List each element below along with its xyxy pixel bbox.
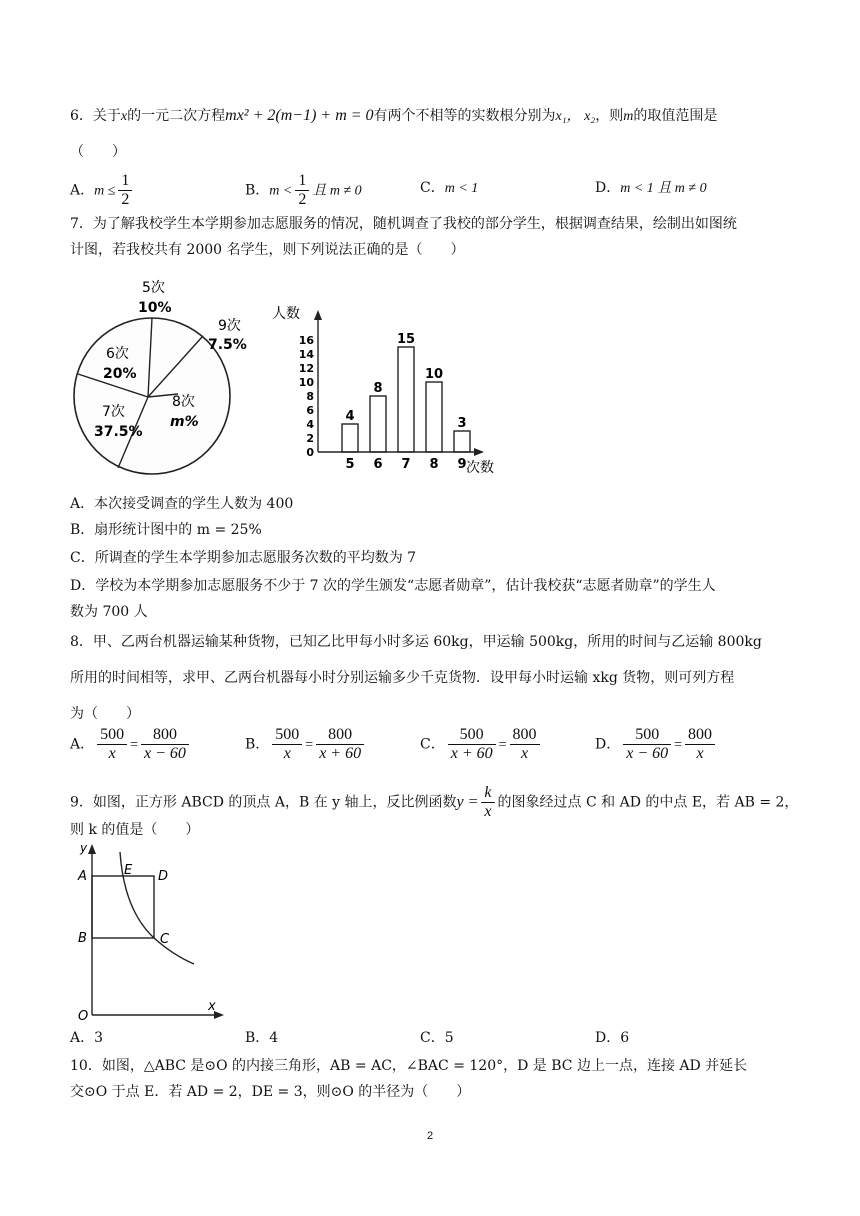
fraction xyxy=(295,172,309,209)
q8-option-b[interactable]: B． $\frac{500}{x}$ = $\frac{800}{x + 60}$ xyxy=(245,726,367,763)
option-label: A． xyxy=(70,182,95,199)
denominator: x − 60 xyxy=(144,745,186,762)
denominator: x xyxy=(283,745,291,762)
q10-line2: 交⊙O 于点 E．若 AD = 2，DE = 3，则⊙O 的半径为（ ） xyxy=(70,1084,471,1100)
pie-label-8-times: 8次 xyxy=(172,394,195,410)
denominator: 2 xyxy=(298,191,307,208)
bars xyxy=(342,332,470,452)
q6-tail: 的取值范围是 xyxy=(633,108,718,124)
label-x: x xyxy=(208,999,216,1014)
pie-label-6-pct: 20% xyxy=(103,366,137,382)
q8-option-d[interactable]: D． $\frac{500}{x - 60}$ = $\frac{800}{x}$ xyxy=(595,726,718,763)
bar-value-label: 8 xyxy=(373,381,383,396)
q6-var-m: m xyxy=(623,109,634,124)
pie-label-9-pct: 7.5% xyxy=(208,337,247,353)
bar-chart-xlabel: 次数 xyxy=(466,460,494,476)
option-label: C． xyxy=(420,736,445,753)
q7-option-b[interactable]: B．扇形统计图中的 m = 25% xyxy=(70,522,262,538)
q9-fraction xyxy=(481,784,494,821)
q9-option-a[interactable]: A．3 xyxy=(70,1030,104,1046)
q7-option-a[interactable]: A．本次接受调查的学生人数为 400 xyxy=(70,496,294,512)
label-o: O xyxy=(78,1009,89,1024)
numerator: 800 xyxy=(685,726,715,745)
numerator: 800 xyxy=(316,726,364,745)
q7-option-d-line2: 数为 700 人 xyxy=(70,604,148,620)
fraction-right xyxy=(141,726,189,763)
fraction-right xyxy=(510,726,540,763)
pie-label-6-times: 6次 xyxy=(106,346,129,362)
pie-label-8-pct: m% xyxy=(170,414,199,430)
option-label: D． xyxy=(595,180,621,196)
y-tick-label: 12 xyxy=(298,362,314,375)
fraction-left xyxy=(623,726,671,763)
q9-option-b[interactable]: B．4 xyxy=(245,1030,279,1046)
q9-func: y = xyxy=(456,793,479,811)
q6-d-math: m < 1 且 m ≠ 0 xyxy=(620,181,707,196)
pie-label-9-times: 9次 xyxy=(218,318,241,334)
q9-line2: 则 k 的值是（ ） xyxy=(70,822,200,838)
pie-label-5-pct: 10% xyxy=(138,300,172,316)
q6-c-math: m < 1 xyxy=(444,181,479,196)
q7-line2: 计图，若我校共有 2000 名学生，则下列说法正确的是（ ） xyxy=(70,242,465,258)
q9-option-c[interactable]: C．5 xyxy=(420,1030,454,1046)
x-tick-label: 5 xyxy=(345,457,355,472)
q8-line3: 为（ ） xyxy=(70,706,140,722)
bar-6 xyxy=(370,396,386,452)
label-d: D xyxy=(158,869,169,884)
q6-prefix: 6．关于 xyxy=(70,108,121,124)
q6-option-d[interactable] xyxy=(595,178,707,199)
y-tick-label: 8 xyxy=(306,390,314,403)
y-axis-arrow xyxy=(314,310,322,320)
denominator: x − 60 xyxy=(626,745,669,762)
y-tick-labels xyxy=(299,334,315,459)
x-tick-label: 8 xyxy=(429,457,439,472)
q6-stem xyxy=(70,106,717,127)
denominator: x xyxy=(108,745,116,762)
bar-chart xyxy=(268,300,508,480)
y-tick-label: 6 xyxy=(306,404,314,417)
y-tick-label: 4 xyxy=(306,418,314,431)
bar-5 xyxy=(342,424,358,452)
fraction xyxy=(118,172,132,209)
numerator: k xyxy=(481,784,494,803)
y-tick-label: 14 xyxy=(298,348,314,361)
x-tick-label: 6 xyxy=(373,457,383,472)
denominator: x xyxy=(484,803,492,820)
bar-value-label: 10 xyxy=(424,367,444,382)
numerator: 1 xyxy=(118,172,132,191)
pie-label-5-times: 5次 xyxy=(142,280,165,296)
y-tick-label: 16 xyxy=(298,334,314,347)
numerator: 500 xyxy=(623,726,671,745)
q10-line1: 10．如图，△ABC 是⊙O 的内接三角形，AB = AC，∠BAC = 120°，D 是 BC 边上一点，连接 AD 并延长 xyxy=(70,1058,748,1074)
label-c: C xyxy=(160,932,170,947)
q6-mid3: ，则 xyxy=(595,108,624,124)
q9-prefix: 9．如图，正方形 ABCD 的顶点 A，B 在 y 轴上，反比例函数 xyxy=(70,794,457,811)
q6-equation: mx² + 2(m−1) + m = 0 xyxy=(225,107,374,124)
denominator: 2 xyxy=(121,191,130,208)
q8-line2: 所用的时间相等，求甲、乙两台机器每小时分别运输多少千克货物．设甲每小时运输 xkg 货物，则可列方程 xyxy=(70,670,735,686)
fraction-left xyxy=(272,726,302,763)
x-tick-label: 7 xyxy=(401,457,411,472)
denominator: x + 60 xyxy=(450,745,493,762)
numerator: 1 xyxy=(295,172,309,191)
q9-suffix: 的图象经过点 C 和 AD 的中点 E，若 AB = 2， xyxy=(497,794,799,811)
numerator: 800 xyxy=(141,726,189,745)
y-tick-label: 2 xyxy=(306,432,314,445)
numerator: 800 xyxy=(510,726,540,745)
q6-mid2: 有两个不相等的实数根分别为 xyxy=(373,108,556,124)
q7-option-d-line1[interactable]: D．学校为本学期参加志愿服务不少于 7 次的学生颁发“志愿者勋章”，估计我校获“志愿者勋章”的学生人 xyxy=(70,578,716,594)
numerator: 500 xyxy=(97,726,127,745)
q6-a-math: m ≤ xyxy=(94,183,116,199)
q8-option-a[interactable]: A． $\frac{500}{x}$ = $\frac{800}{x - 60}$ xyxy=(70,726,192,763)
bar-value-label: 15 xyxy=(396,332,416,347)
q8-line1: 8．甲、乙两台机器运输某种货物，已知乙比甲每小时多运 60kg，甲运输 500kg，所用的时间与乙运输 800kg xyxy=(70,634,762,650)
q6-b-math: m < xyxy=(269,183,293,199)
option-label: B． xyxy=(245,736,270,753)
x-axis-arrow xyxy=(474,448,484,456)
label-b: B xyxy=(78,931,87,946)
denominator: x xyxy=(696,745,704,762)
y-tick-label: 10 xyxy=(298,376,314,389)
bar-8 xyxy=(426,382,442,452)
bar-value-label: 4 xyxy=(345,409,355,424)
bar-value-label: 3 xyxy=(457,416,467,431)
numerator: 500 xyxy=(448,726,496,745)
bar-chart-ylabel: 人数 xyxy=(272,306,300,322)
y-tick-label: 0 xyxy=(306,446,314,459)
pie-label-7-times: 7次 xyxy=(102,404,125,420)
label-y: y xyxy=(80,841,88,855)
x-tick-labels xyxy=(345,457,466,472)
option-label: A． xyxy=(70,736,95,753)
q6-mid1: 的一元二次方程 xyxy=(127,108,226,124)
q7-line1: 7．为了解我校学生本学期参加志愿服务的情况，随机调查了我校的部分学生，根据调查结果，绘制出如图统 xyxy=(70,216,737,232)
y-axis-arrow xyxy=(88,844,96,854)
x-tick-label: 9 xyxy=(457,457,467,472)
q6-b-tail: 且 m ≠ 0 xyxy=(312,183,362,199)
option-label: C． xyxy=(420,180,445,196)
q8-option-c[interactable]: C． $\frac{500}{x + 60}$ = $\frac{800}{x}$ xyxy=(420,726,543,763)
page-number: 2 xyxy=(426,1130,434,1142)
label-e: E xyxy=(124,863,133,878)
q6-option-a[interactable] xyxy=(70,172,135,209)
q6-option-c[interactable] xyxy=(420,178,478,199)
fraction-right xyxy=(316,726,364,763)
bar-9 xyxy=(454,431,470,452)
option-label: D． xyxy=(595,736,621,753)
numerator: 500 xyxy=(272,726,302,745)
denominator: x + 60 xyxy=(319,745,362,762)
q9-stem xyxy=(70,784,798,821)
q6-var-x: x xyxy=(120,109,128,124)
q9-figure xyxy=(68,840,228,1025)
label-a: A xyxy=(78,869,87,884)
q9-option-d[interactable]: D．6 xyxy=(595,1030,630,1046)
q6-option-b[interactable] xyxy=(245,172,362,209)
fraction-left xyxy=(448,726,496,763)
option-label: B． xyxy=(245,182,270,199)
fraction-right xyxy=(685,726,715,763)
bar-7 xyxy=(398,347,414,452)
q7-option-c[interactable]: C．所调查的学生本学期参加志愿服务次数的平均数为 7 xyxy=(70,550,417,566)
fraction-left xyxy=(97,726,127,763)
q6-paren: （ ） xyxy=(70,144,126,160)
denominator: x xyxy=(520,745,529,762)
pie-label-7-pct: 37.5% xyxy=(94,424,143,440)
pie-chart xyxy=(68,274,253,484)
q6-roots: x₁， x₂ xyxy=(555,109,596,124)
